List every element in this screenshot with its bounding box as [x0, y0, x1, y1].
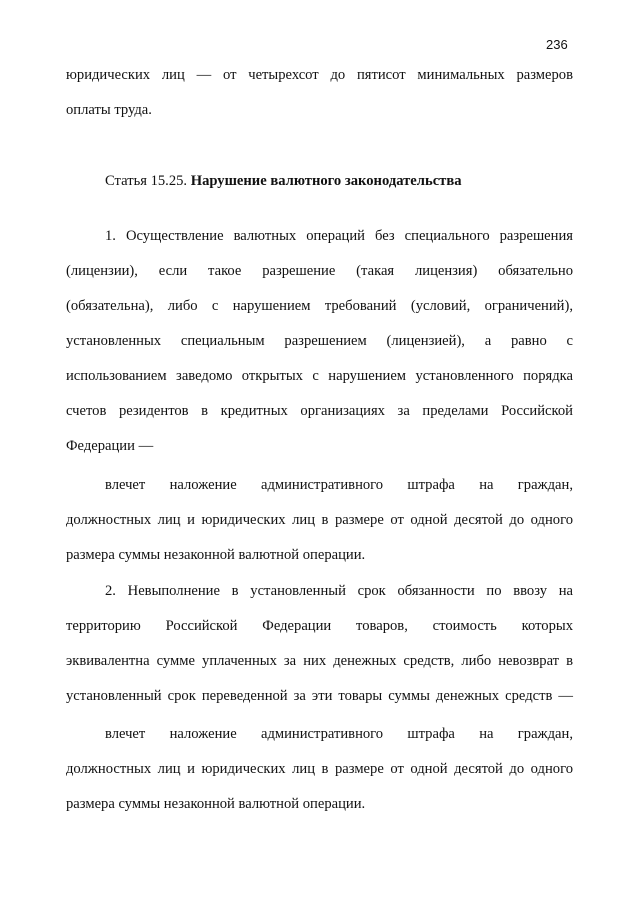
body-text-line: установленных специальным разрешением (лицензией), а равно с [66, 333, 573, 349]
body-text-line: установленный срок переведенной за эти товары суммы денежных средств — [66, 688, 573, 704]
body-text-line: влечет наложение административного штрафа на граждан, [105, 726, 573, 742]
body-text-line: Федерации — [66, 438, 154, 454]
body-text-line: должностных лиц и юридических лиц в размере от одной десятой до одного [66, 512, 573, 528]
article-heading [105, 172, 462, 190]
body-text-line: территорию Российской Федерации товаров, стоимость которых [66, 618, 573, 634]
body-text-line: оплаты труда. [66, 102, 152, 118]
body-text-line: 1. Осуществление валютных операций без специального разрешения [105, 228, 573, 244]
body-text-line: счетов резидентов в кредитных организациях за пределами Российской [66, 403, 573, 419]
article-title: Нарушение валютного законодательства [190, 173, 462, 189]
body-text-line: размера суммы незаконной валютной операции. [66, 547, 366, 563]
body-text-line: должностных лиц и юридических лиц в размере от одной десятой до одного [66, 761, 573, 777]
article-number: Статья 15.25. [105, 173, 188, 189]
body-text-line: влечет наложение административного штрафа на граждан, [105, 477, 573, 493]
body-text-line: эквивалентна сумме уплаченных за них денежных средств, либо невозврат в [66, 653, 573, 669]
body-text-line: размера суммы незаконной валютной операции. [66, 796, 366, 812]
page-number: 236 [546, 37, 568, 52]
body-text-line: (лицензии), если такое разрешение (такая лицензия) обязательно [66, 263, 573, 279]
body-text-line: использованием заведомо открытых с нарушением установленного порядка [66, 368, 573, 384]
body-text-line: (обязательна), либо с нарушением требований (условий, ограничений), [66, 298, 573, 314]
body-text-line: юридических лиц — от четырехсот до пятисот минимальных размеров [66, 67, 573, 83]
body-text-line: 2. Невыполнение в установленный срок обязанности по ввозу на [105, 583, 573, 599]
